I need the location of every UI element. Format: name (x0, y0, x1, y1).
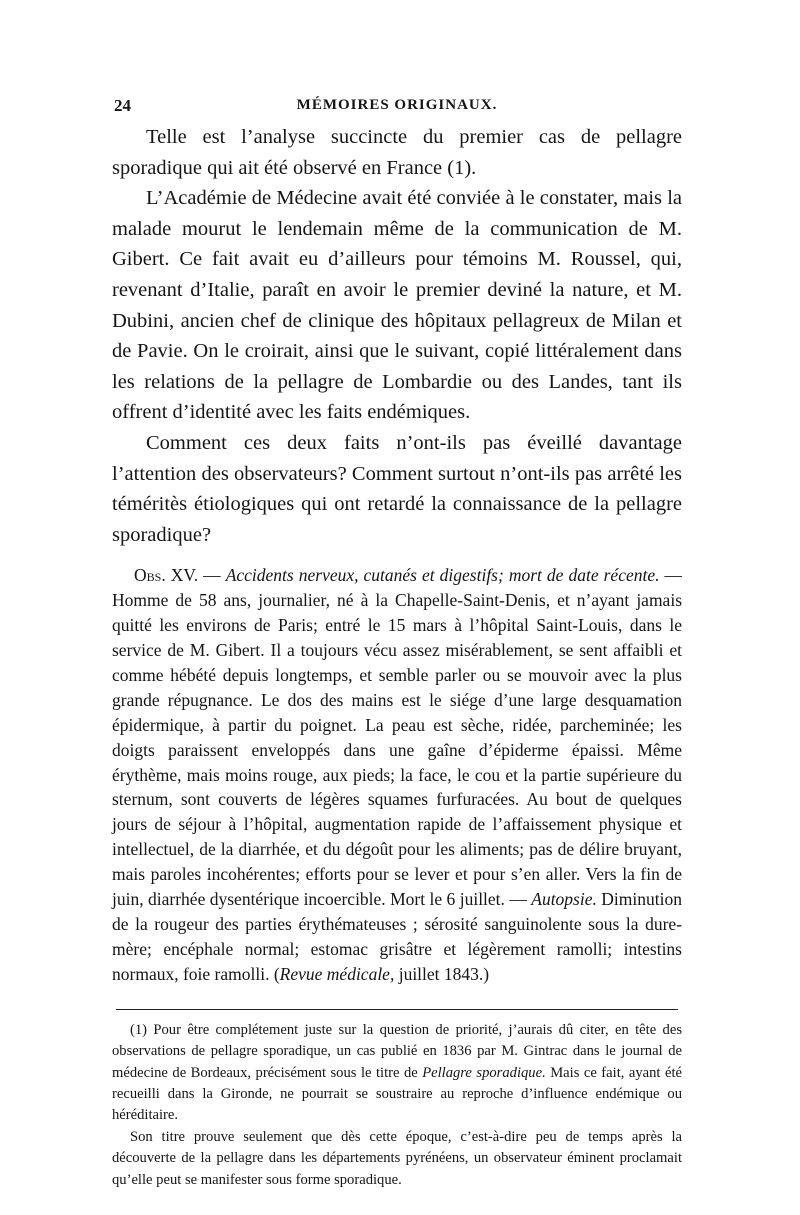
footnote-1-text-b: Mais ce fait, ayant été recueilli dans la Gironde, ne pourrait se soustraire au reproche d’influence endémique ou héréditaire. (112, 1064, 682, 1124)
running-title: MÉMOIRES ORIGINAUX. (296, 97, 498, 113)
observation-dash: — (198, 565, 226, 586)
footnote-1 (112, 1020, 682, 1127)
source-title: Revue médicale, (279, 963, 395, 984)
paragraph-1: Telle est l’analyse succincte du premier cas de pellagre sporadique qui ait été observé en France (1). (112, 126, 682, 179)
footnote-1-text-a: (1) Pour être complétement juste sur la question de priorité, j’aurais dû citer, en tête des observations de pellagre sporadique, un cas publié en 1836 par M. Gintrac dans le journal de médecine de Bordeaux, précisément sous le titre de (112, 1021, 682, 1081)
observation-xv (112, 563, 682, 986)
paragraph-3: Comment ces deux faits n’ont-ils pas éveillé davantage l’attention des observateurs? Comment surtout n’ont-ils pas arrêté les téméritès étiologiques qui ont retardé la connaissance de la pellagre sporadique? (112, 431, 682, 546)
page-number: 24 (114, 96, 131, 115)
autopsie-label: Autopsie. (531, 889, 597, 910)
footnote-2: Son titre prouve seulement que dès cette époque, c’est-à-dire peu de temps après la découverte de la pellagre dans les départements pyrénéens, un observateur éminent proclamait qu’elle peut se manifester sous forme sporadique. (112, 1128, 682, 1188)
footnote-rule (116, 1009, 678, 1010)
footnotes (112, 1020, 682, 1191)
footnote-1-italic: Pellagre sporadique. (422, 1064, 546, 1081)
observation-label: Obs. XV. (134, 565, 199, 586)
observation-text-1: — Homme de 58 ans, journalier, né à la Chapelle-Saint-Denis, et n’ayant jamais quitté les environs de Paris; entré le 15 mars à l’hôpital Saint-Louis, dans le service de M. Gibert. Il a toujours vécu assez misérablement, se sent affaibli et comme hébété depuis longtemps, et semble parler ou se mouvoir avec la plus grande répugnance. Le dos des mains est le siége d’une large desquamation épidermique, à partir du poignet. La peau est sèche, ridée, parcheminée; les doigts paraissent enveloppés dans une gaîne d’épiderme épaissi. Même érythème, mais moins rouge, aux pieds; la face, le cou et la partie supérieure du sternum, sont couverts de légères squames furfuracées. Au bout de quelques jours de séjour à l’hôpital, augmentation rapide de l’affaissement physique et intellectuel, de la diarrhée, et du dégoût pour les aliments; pas de délire bruyant, mais paroles incohérentes; efforts pour se lever et pour s’en aller. Vers la fin de juin, diarrhée dysentérique incoercible. Mort le 6 juillet. — (112, 565, 683, 910)
main-text (112, 122, 682, 550)
running-header (112, 96, 682, 122)
paragraph-2: L’Académie de Médecine avait été conviée à le constater, mais la malade mourut le lendemain même de la communication de M. Gibert. Ce fait avait eu d’ailleurs pour témoins M. Roussel, qui, revenant d’Italie, paraît en avoir le premier deviné la nature, et M. Dubini, ancien chef de clinique des hôpitaux pellagreux de Milan et de Pavie. On le croirait, ainsi que le suivant, copié littéralement dans les relations de la pellagre de Lombardie ou des Landes, tant ils offrent d’identité avec les faits endémiques. (112, 187, 682, 424)
observation-title: Accidents nerveux, cutanés et digestifs; mort de date récente. (225, 565, 660, 586)
observation-text-2: Diminution de la rougeur des parties érythémateuses ; sérosité sanguinolente sous la dure-mère; encéphale normal; estomac grisâtre et légèrement ramolli; intestins normaux, foie ramolli. ( (112, 889, 682, 984)
source-date: juillet 1843.) (394, 963, 490, 984)
book-page (112, 96, 682, 1191)
